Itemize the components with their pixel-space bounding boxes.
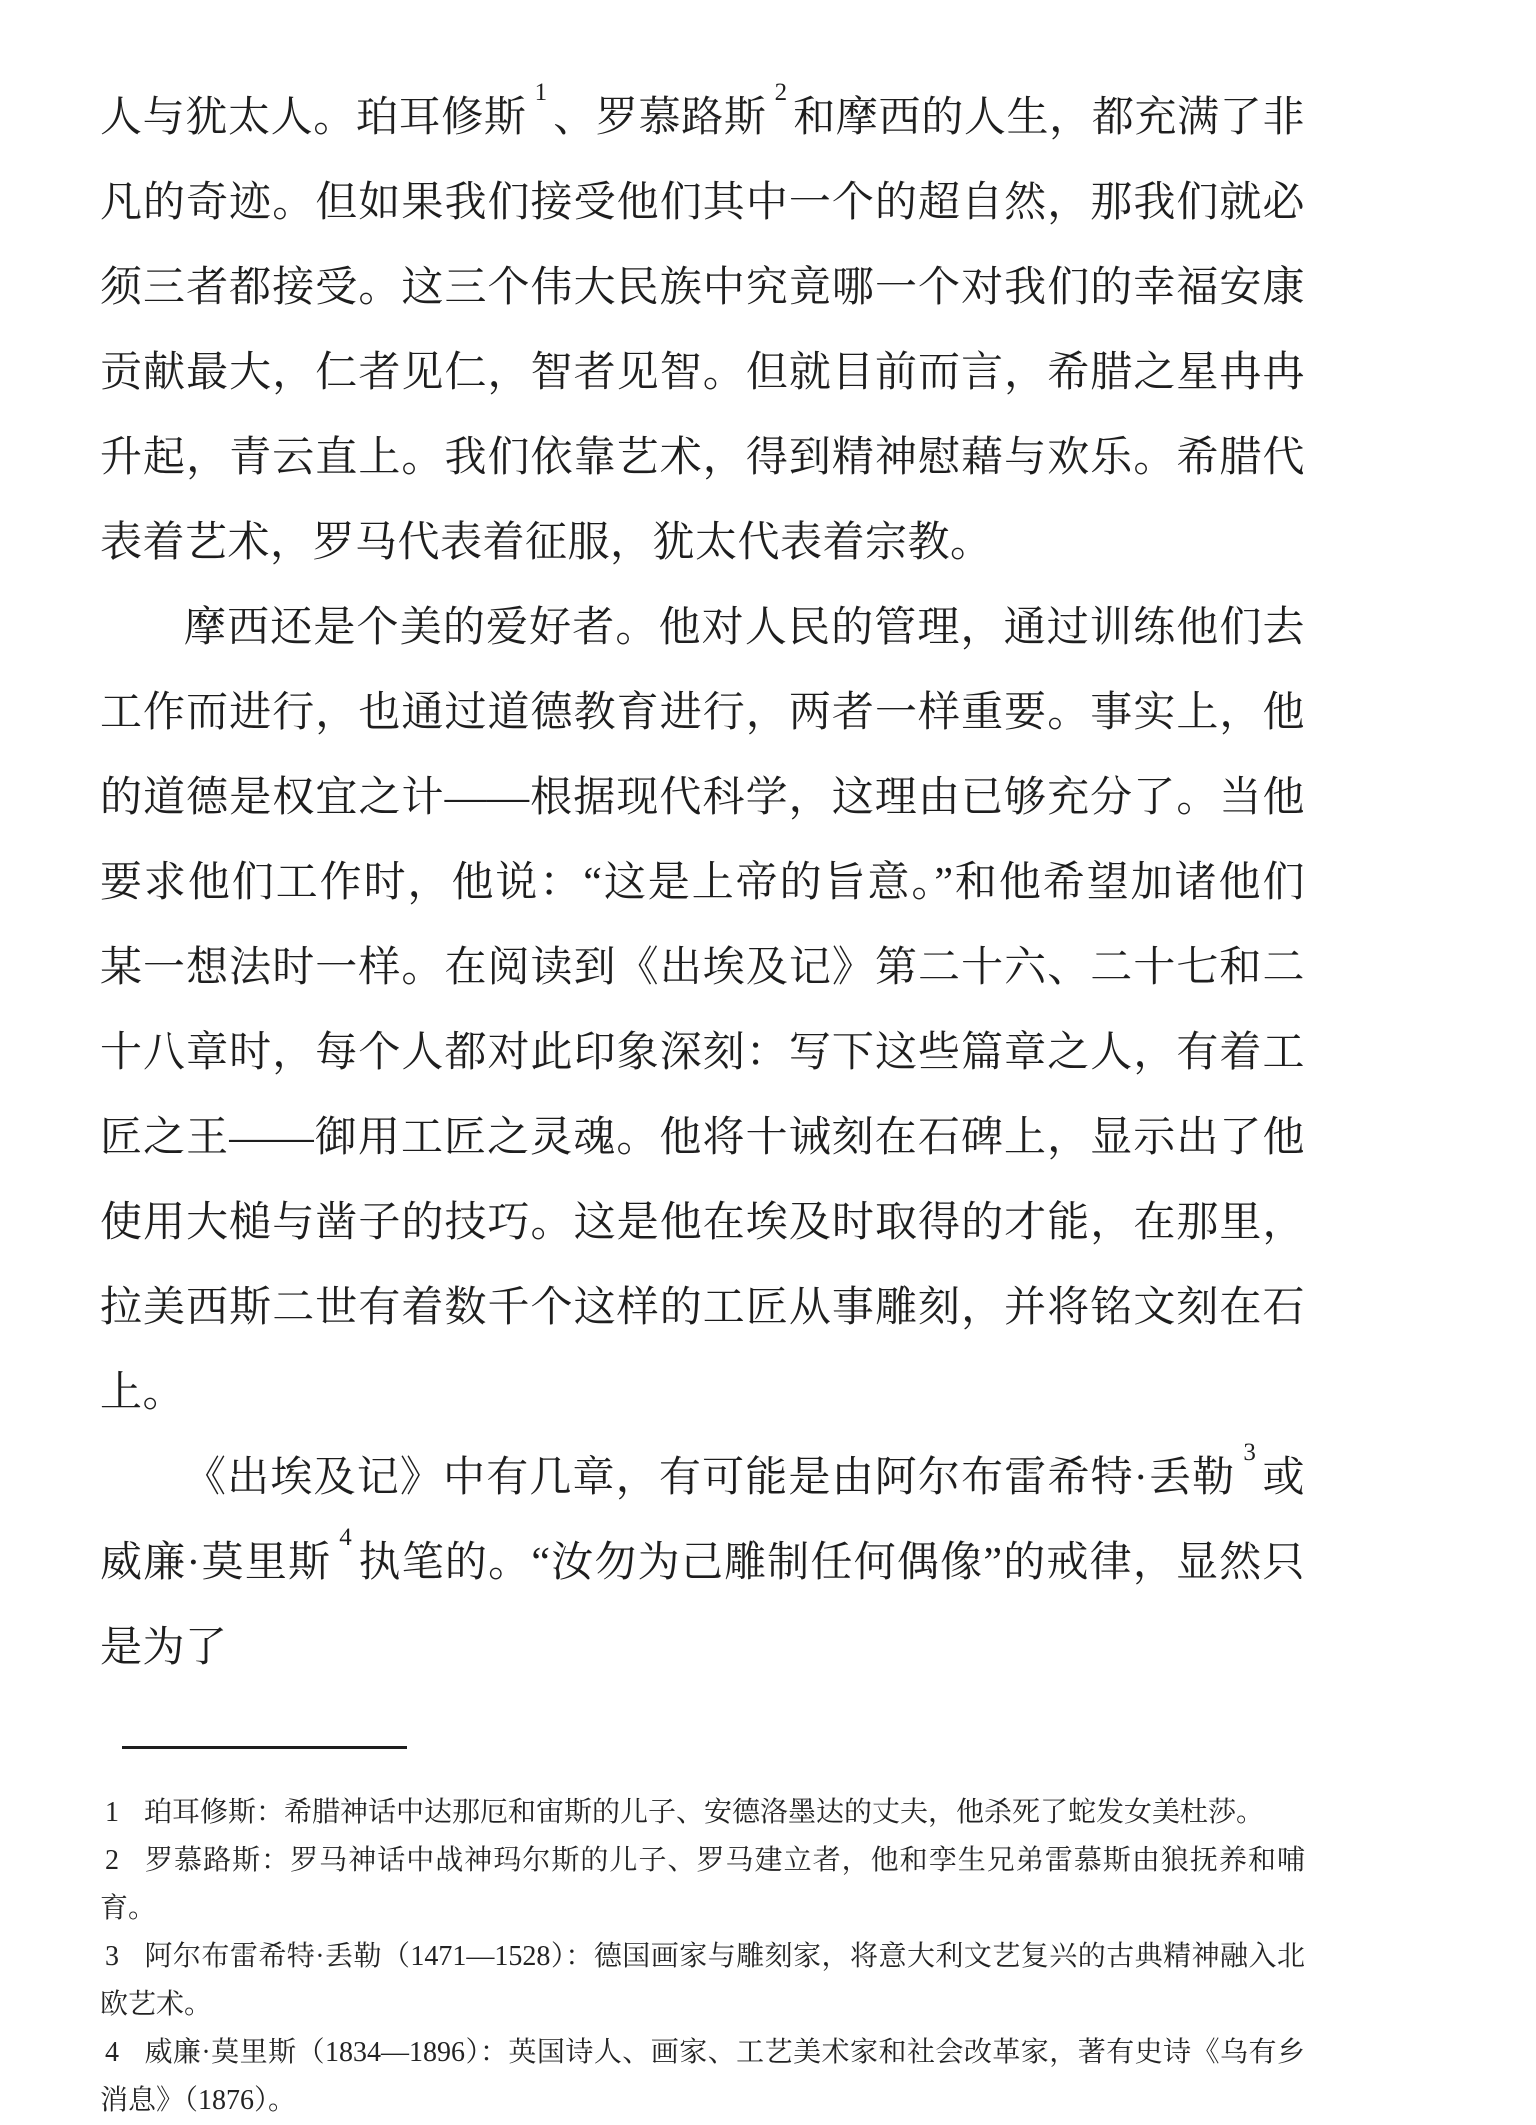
footnote-text: 罗慕路斯：罗马神话中战神玛尔斯的儿子、罗马建立者，他和孪生兄弟雷慕斯由狼抚养和哺育。 [100,1845,1305,1924]
footnotes-section [100,1789,1305,2125]
footnote-number: 2 [105,1845,119,1876]
footnote-number: 3 [105,1941,119,1972]
page-content [100,0,1305,2125]
body-paragraph: 人与犹太人。珀耳修斯$^1$、罗慕路斯$^2$和摩西的人生，都充满了非凡的奇迹。但如果我们接受他们其中一个的超自然，那我们就必须三者都接受。这三个伟大民族中究竟哪一个对我们的幸福安康贡献最大，仁者见仁，智者见智。但就目前而言，希腊之星冉冉升起，青云直上。我们依靠艺术，得到精神慰藉与欢乐。希腊代表着艺术，罗马代表着征服，犹太代表着宗教。 [100,79,1305,566]
footnote-ref: 3 [1243,1439,1256,1466]
footnote-text: 珀耳修斯：希腊神话中达那厄和宙斯的儿子、安德洛墨达的丈夫，他杀死了蛇发女美杜莎。 [144,1797,1265,1828]
footnote-number: 4 [105,2037,119,2068]
footnote-text: 威廉·莫里斯（1834—1896）：英国诗人、画家、工艺美术家和社会改革家，著有史诗《乌有乡消息》（1876）。 [100,2037,1305,2116]
body-paragraph: 摩西还是个美的爱好者。他对人民的管理，通过训练他们去工作而进行，也通过道德教育进行，两者一样重要。事实上，他的道德是权宜之计——根据现代科学，这理由已够充分了。当他要求他们工作时，他说：“这是上帝的旨意。”和他希望加诸他们某一想法时一样。在阅读到《出埃及记》第二十六、二十七和二十八章时，每个人都对此印象深刻：写下这些篇章之人，有着工匠之王——御用工匠之灵魂。他将十诫刻在石碑上，显示出了他使用大槌与凿子的技巧。这是他在埃及时取得的才能，在那里，拉美西斯二世有着数千个这样的工匠从事雕刻，并将铭文刻在石上。 [100,605,1305,1416]
footnote [100,1789,1305,1837]
footnote-ref: 4 [339,1524,352,1551]
footnote [100,1837,1305,1933]
body-paragraph: 《出埃及记》中有几章，有可能是由阿尔布雷希特·丢勒$^3$或威廉·莫里斯$^4$执笔的。“汝勿为己雕制任何偶像”的戒律，显然只是为了 [100,1439,1305,1671]
footnote-text: 阿尔布雷希特·丢勒（1471—1528）：德国画家与雕刻家，将意大利文艺复兴的古典精神融入北欧艺术。 [100,1941,1305,2020]
footnote [100,2029,1305,2125]
footnote-number: 1 [105,1797,119,1828]
footnote-ref: 1 [534,79,548,106]
footnote [100,1933,1305,2029]
footnote-separator [122,1746,407,1749]
main-text [100,0,1305,1691]
footnote-ref: 2 [774,79,788,106]
